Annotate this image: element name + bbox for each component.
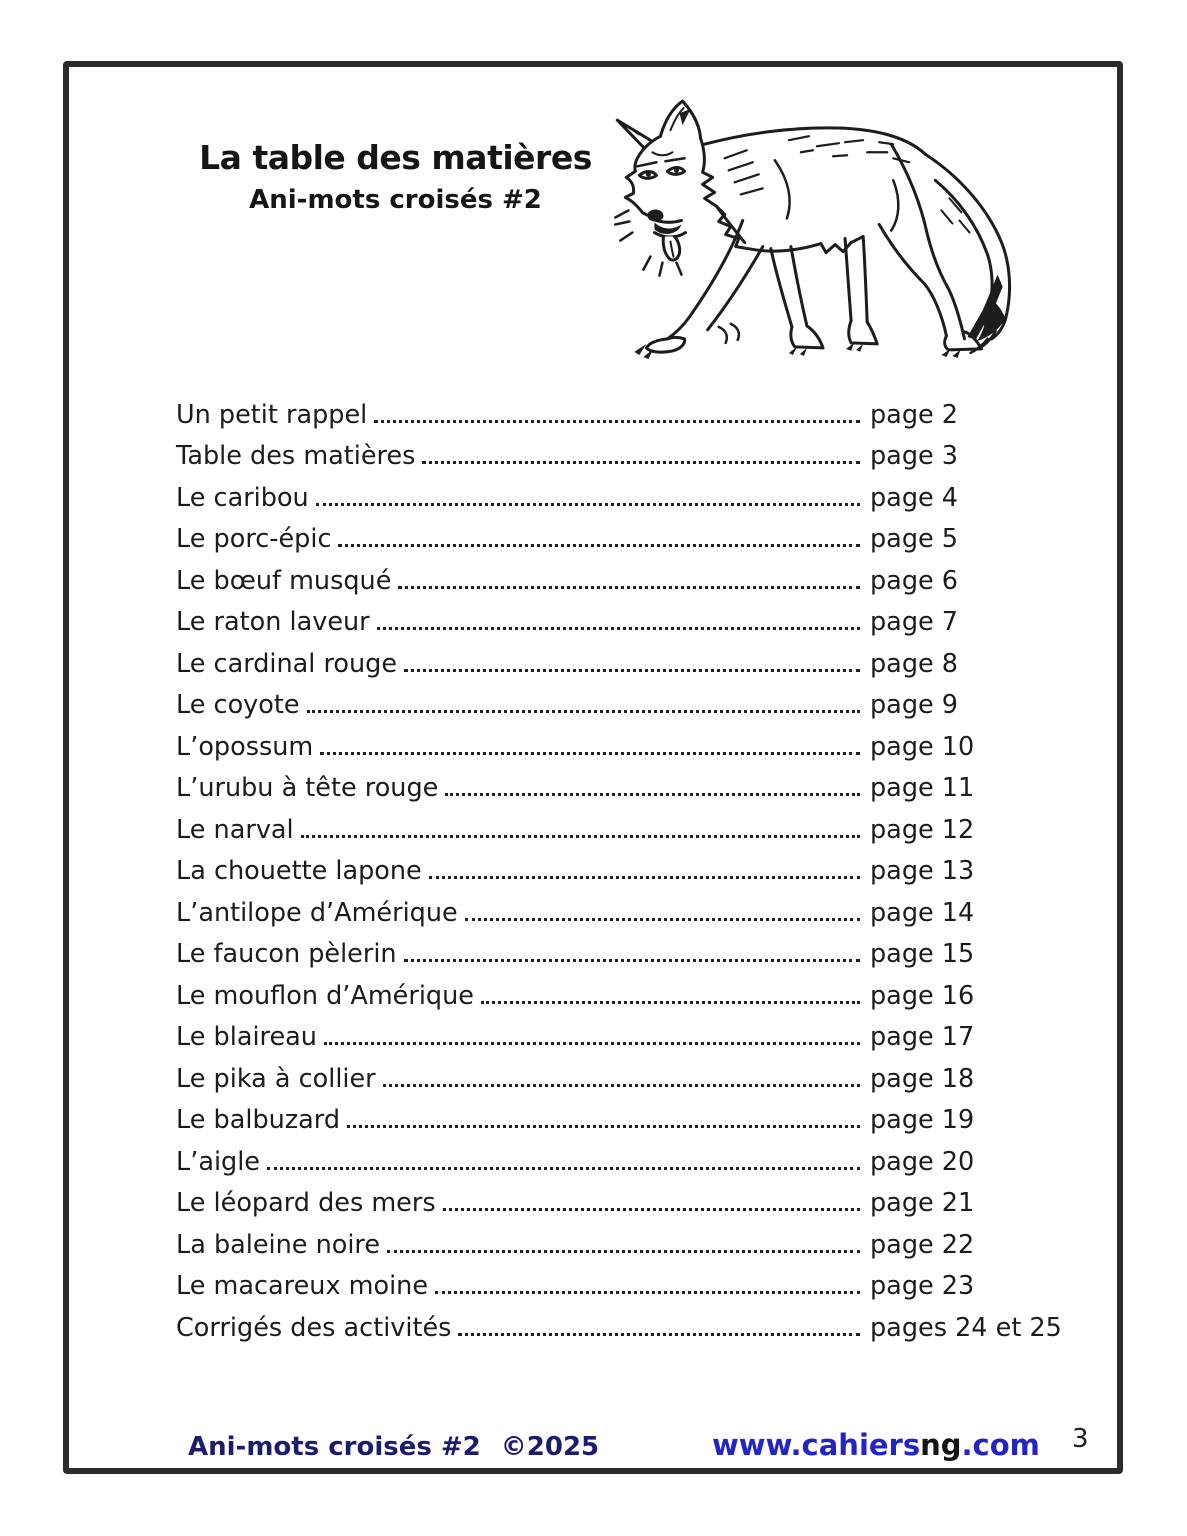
website-mid: ng [920,1428,962,1462]
toc-entry [176,1052,1070,1094]
toc-entry [176,1260,1070,1302]
toc-entry-label: L’antilope d’Amérique [176,897,458,928]
toc-entry-page: page 4 [870,482,959,513]
toc-entry [176,430,1070,472]
toc-entry-page: page 10 [870,731,975,762]
dot-leader [301,835,860,838]
footer-website-link[interactable] [712,1428,1040,1462]
dot-leader [377,627,860,630]
toc-entry [176,1218,1070,1260]
toc-entry-label: L’aigle [176,1146,260,1177]
toc-entry-label: Le bœuf musqué [176,565,392,596]
toc-entry-page: page 18 [870,1063,975,1094]
toc-entry-page: page 21 [870,1188,975,1218]
dot-leader [324,1042,860,1045]
toc-entry [176,388,1070,430]
coyote-illustration [592,80,1054,371]
toc-entry-page: page 2 [870,399,959,430]
toc-entry [176,554,1070,596]
toc-entry [176,1135,1070,1177]
dot-leader [374,420,860,423]
toc-entry-label: Le balbuzard [176,1105,341,1135]
dot-leader [404,669,860,672]
toc-entry-label: Le coyote [176,690,300,720]
toc-entry-page: pages 24 et 25 [870,1312,1062,1343]
website-suffix: .com [961,1428,1040,1462]
toc-entry-label: Le faucon pèlerin [176,939,397,969]
toc-entry-page: page 22 [870,1229,975,1260]
toc-entry-label: Corrigés des activités [176,1312,452,1343]
toc-list [176,388,1070,1343]
footer-booklet [188,1432,599,1462]
toc-entry-page: page 13 [870,856,975,886]
dot-leader [404,959,860,962]
toc-entry [176,637,1070,679]
dot-leader [320,752,860,755]
toc-entry [176,1301,1070,1343]
toc-entry-label: Le blaireau [176,1022,317,1052]
toc-entry [176,513,1070,555]
dot-leader [316,503,860,506]
toc-entry-page: page 5 [870,524,959,554]
toc-entry-label: Le mouflon d’Amérique [176,980,474,1011]
dot-leader [347,1125,860,1128]
toc-entry [176,969,1070,1011]
website-prefix: www.cahiers [712,1428,921,1462]
toc-entry-page: page 20 [870,1146,975,1177]
dot-leader [338,544,860,547]
dot-leader [383,1084,860,1087]
dot-leader [445,793,860,796]
toc-entry-page: page 15 [870,939,975,969]
dot-leader [422,461,860,464]
toc-entry-page: page 9 [870,690,959,720]
toc-entry [176,679,1070,721]
toc-entry-label: Le caribou [176,482,309,513]
toc-entry-label: Le narval [176,814,294,845]
toc-entry-label: La baleine noire [176,1229,381,1260]
dot-leader [443,1208,860,1211]
toc-entry [176,886,1070,928]
toc-entry [176,928,1070,970]
toc-entry-page: page 6 [870,565,959,596]
toc-entry [176,1011,1070,1053]
toc-entry-label: L’opossum [176,731,314,762]
title-block [168,138,623,215]
toc-entry-page: page 11 [870,773,975,803]
toc-entry [176,1177,1070,1219]
toc-entry [176,803,1070,845]
page-title: La table des matières [199,138,592,177]
toc-entry-label: L’urubu à tête rouge [176,773,439,803]
footer-booklet-title: Ani-mots croisés #2 [188,1432,481,1462]
page-number: 3 [1072,1424,1089,1454]
toc-entry-page: page 23 [870,1271,975,1301]
dot-leader [429,876,860,879]
dot-leader [465,918,860,921]
toc-entry [176,720,1070,762]
toc-entry-page: page 8 [870,648,959,679]
toc-entry-label: Le cardinal rouge [176,648,398,679]
footer-copyright: ©2025 [500,1432,600,1462]
dot-leader [267,1167,860,1170]
toc-entry-label: La chouette lapone [176,856,422,886]
dot-leader [387,1250,860,1253]
toc-entry-label: Un petit rappel [176,399,368,430]
toc-entry [176,845,1070,887]
toc-entry-label: Le léopard des mers [176,1188,436,1218]
dot-leader [435,1291,860,1294]
toc-entry [176,762,1070,804]
toc-entry-page: page 3 [870,441,959,471]
toc-entry-page: page 7 [870,607,959,637]
toc-entry-label: Table des matières [176,441,416,471]
page-subtitle: Ani-mots croisés #2 [249,185,542,215]
toc-entry [176,1094,1070,1136]
toc-entry-page: page 12 [870,814,975,845]
toc-entry-page: page 19 [870,1105,975,1135]
toc-entry [176,471,1070,513]
dot-leader [307,710,860,713]
toc-entry-page: page 17 [870,1022,975,1052]
dot-leader [458,1333,860,1336]
dot-leader [481,1001,860,1004]
toc-entry-label: Le raton laveur [176,607,370,637]
toc-entry-label: Le macareux moine [176,1271,429,1301]
toc-entry-label: Le pika à collier [176,1063,376,1094]
dot-leader [398,586,860,589]
toc-entry-page: page 14 [870,897,975,928]
toc-entry-page: page 16 [870,980,975,1011]
toc-entry-label: Le porc-épic [176,524,332,554]
toc-entry [176,596,1070,638]
